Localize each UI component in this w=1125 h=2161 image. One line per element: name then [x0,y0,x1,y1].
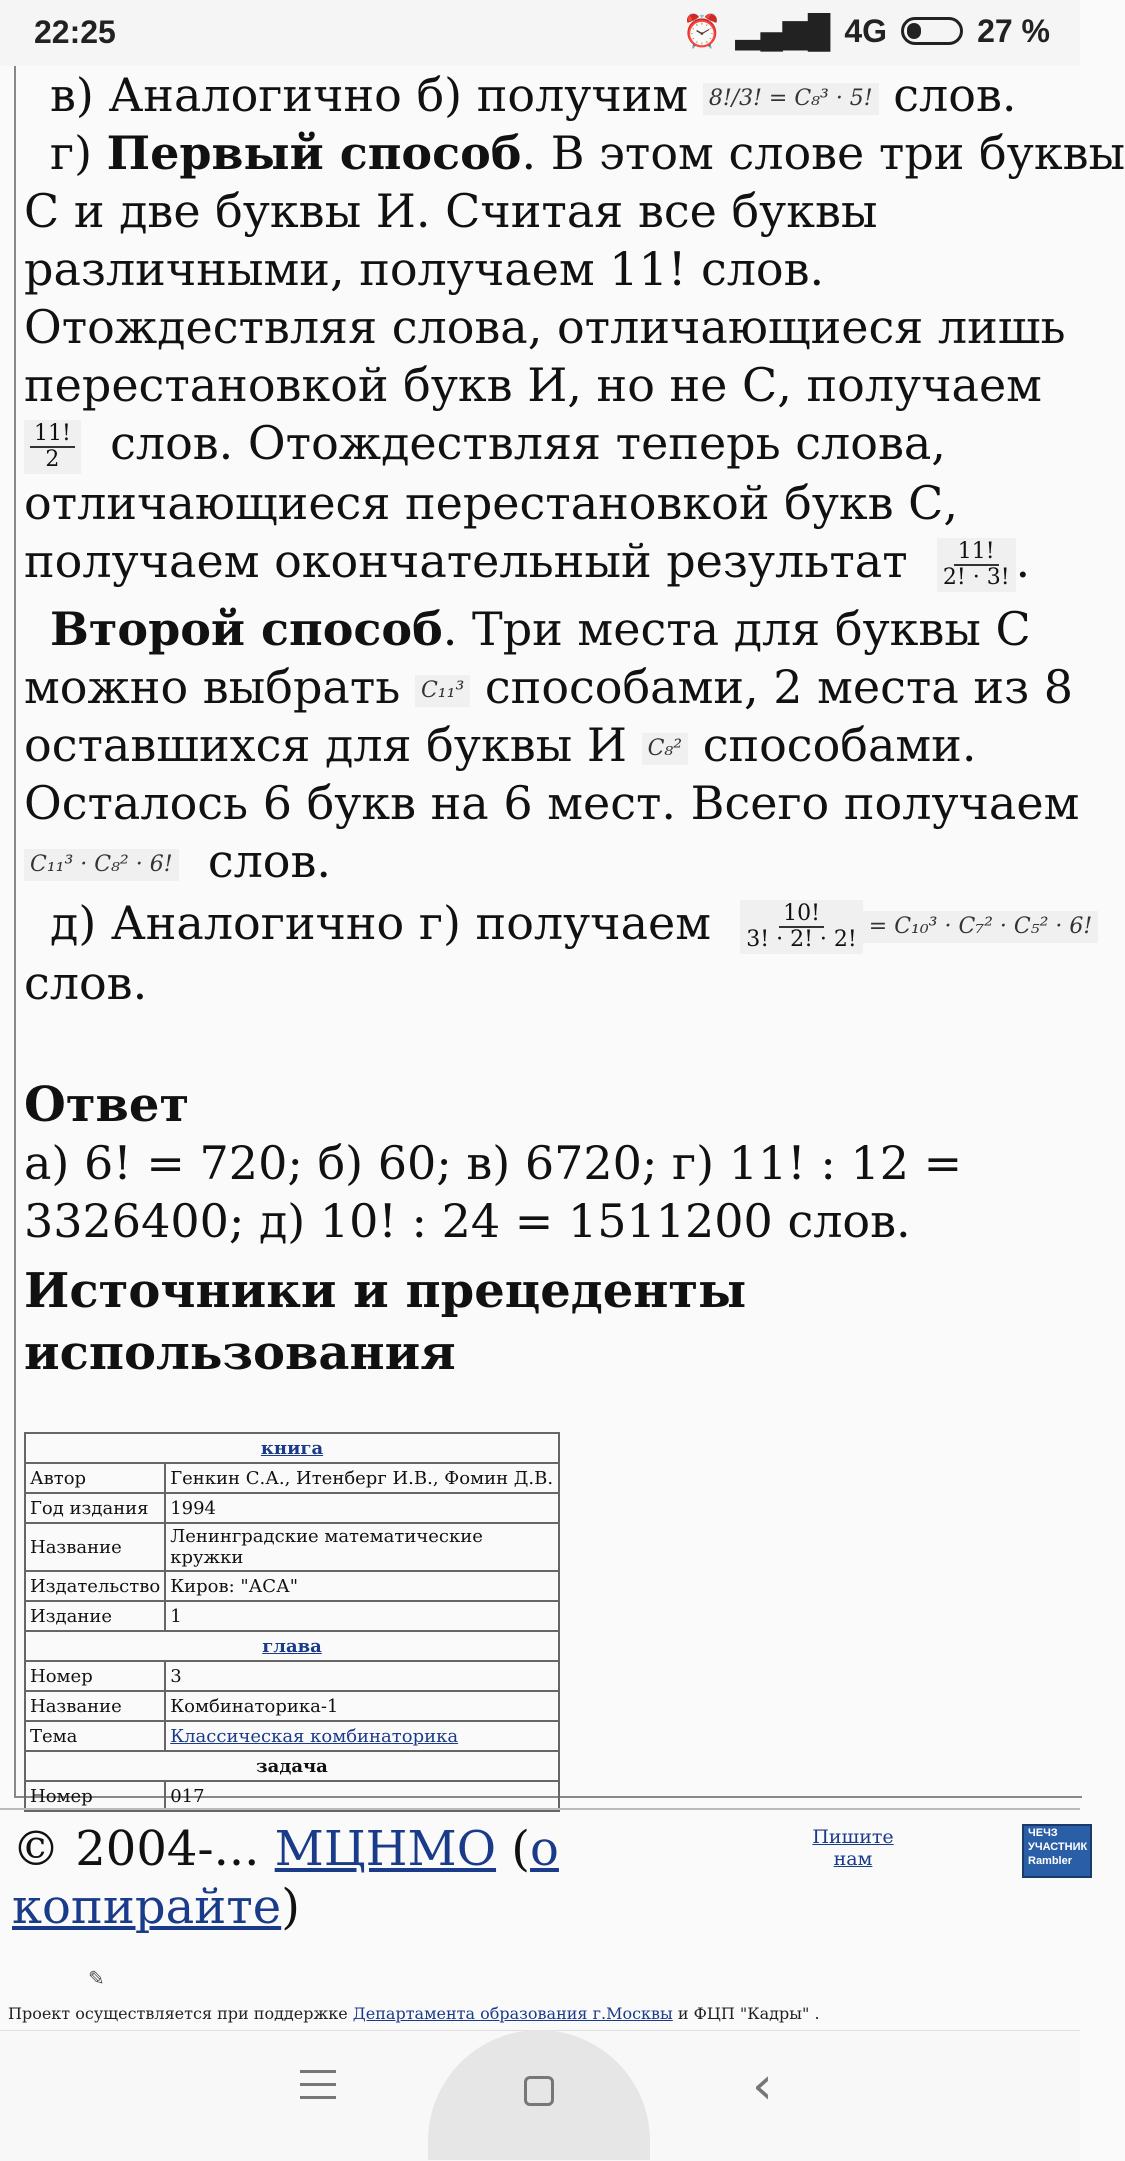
mccme-link[interactable]: МЦНМО [274,1821,497,1877]
paragraph-v: в) Аналогично б) получим 8!/3! = C₈³ · 5! слов. [50,68,1017,122]
paragraph-d: д) Аналогично г) получаем $\frac{10!}{3! \cdot 2! \cdot 2!}$ = C₁₀³ · C₇² · C₅² · 6! [24,894,1124,954]
formula-image: C₁₁³ [415,675,470,707]
sources-heading: Источники и прецеденты использования [24,1263,747,1381]
article-body: в) Аналогично б) получим 8!/3! = C₈³ · 5! слов. г) Первый способ. В этом слове три буквы С и две буквы И. Считая все буквы различными, получаем 11! слов. Отождествляя слова, отличающиеся лишь перестановкой букв И, но не С, получаем $\frac{11!}{2}$ слов. Отождествляя теперь слова, отличающиеся перестановкой букв С, получаем окончательный результат $\frac{11!}{2! \cdot 3!}$ . Второй способ. Три места для буквы С можно выбрать C₁₁³ способами, 2 места из 8 оставшихся для буквы И C₈² способами. Осталось 6 букв на 6 мест. Всего получаем C₁₁³ · C₈² · 6! слов. д) Аналогично г) получаем $\frac{10!}{3! \cdot 2! \cdot 2!}$ = C₁₀³ · C₇² · C₅² · 6! слов. Ответ а) 6! = 720; б) 60; в) 6720; г) 11! : 12 = 3326400; д) 10! : 24 = 1511200 слов. Источники и прецеденты использования [24,66,1124,1384]
formula-image: $\frac{11!}{2}$ [24,420,81,474]
formula-image: $\frac{10!}{3! \cdot 2! \cdot 2!}$ [740,900,862,954]
status-bar [0,0,1080,66]
task-header: задача [25,1751,559,1781]
status-icons [682,12,1050,50]
signal-icon: ▂▄▆█ [735,13,831,49]
formula-image: $\frac{11!}{2! \cdot 3!}$ [937,538,1016,592]
write-us-link[interactable]: Пишите нам [812,1826,894,1870]
table-row: Название Комбинаторика-1 [25,1691,559,1721]
menu-icon[interactable] [300,2070,336,2100]
table-row: Год издания 1994 [25,1493,559,1523]
table-row: Номер 3 [25,1661,559,1691]
table-row: Издательство Киров: "АСА" [25,1571,559,1601]
topic-link[interactable]: Классическая комбинаторика [170,1725,459,1747]
status-time: 22:25 [34,14,116,50]
footer-divider [0,1808,1080,1810]
paragraph-second-method: Второй способ. Три места для буквы С [50,602,1031,656]
copyright: © 2004-... МЦНМО (о копирайте) [12,1821,559,1935]
department-link[interactable]: Департамента образования г.Москвы [352,2004,673,2023]
formula-image: C₈² [642,733,688,765]
home-icon[interactable] [524,2076,554,2106]
answer-heading: Ответ [24,1077,190,1133]
table-row: Тема Классическая комбинаторика [25,1721,559,1751]
project-support-note: Проект осуществляется при поддержке Департамента образования г.Москвы и ФЦП "Кадры" . [8,2004,820,2023]
paragraph-g: г) Первый способ. В этом слове три буквы [50,126,1125,180]
page-content [14,66,1125,1807]
table-row: Издание 1 [25,1601,559,1631]
back-icon[interactable]: ‹ [752,2056,773,2116]
formula-image: 8!/3! = C₈³ · 5! [703,83,879,115]
battery-icon [901,17,963,45]
table-row: Название Ленинградские математические кружки [25,1523,559,1571]
copyright-link[interactable]: о копирайте [12,1821,559,1935]
formula-image: C₁₁³ · C₈² · 6! [24,849,179,881]
alarm-icon: ⏰ [681,13,722,49]
answer-line: 3326400; д) 10! : 24 = 1511200 слов. [24,1194,911,1248]
table-row: Номер 017 [25,1781,559,1811]
battery-percent: 27 % [977,12,1050,49]
book-link[interactable]: книга [260,1437,324,1459]
rambler-badge[interactable]: ЧЕЧЗ УЧАСТНИК Rambler [1022,1824,1092,1878]
network-type: 4G [844,12,888,49]
pencil-icon[interactable]: ✎ [88,1966,105,1990]
chapter-link[interactable]: глава [262,1635,322,1657]
sources-table [24,1432,560,1812]
answer-line: а) 6! = 720; б) 60; в) 6720; г) 11! : 12 = [24,1136,963,1190]
table-row: Автор Генкин С.А., Итенберг И.В., Фомин Д.В. [25,1463,559,1493]
